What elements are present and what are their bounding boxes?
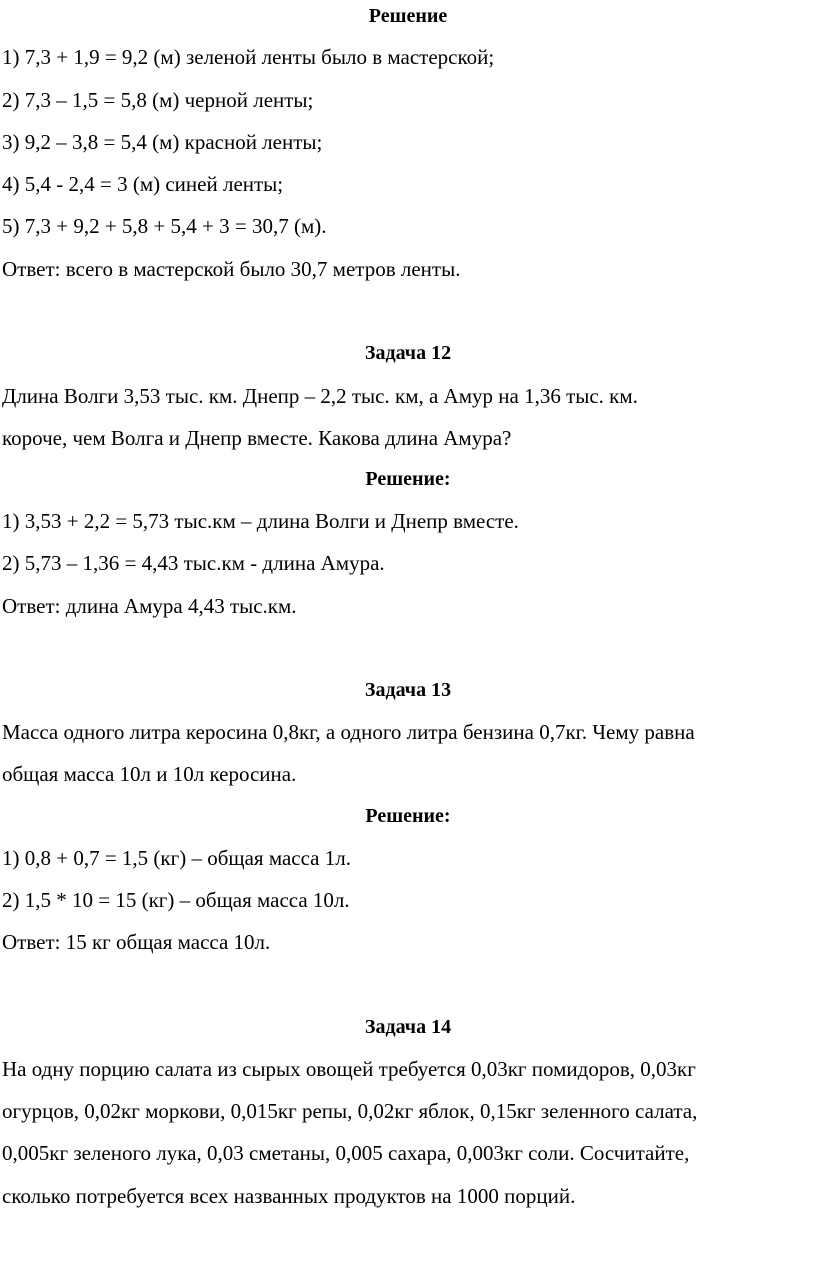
task-14-problem-line-2: огурцов, 0,02кг моркови, 0,015кг репы, 0,02кг яблок, 0,15кг зеленного салата, [2,1099,698,1123]
task-12-problem-line-1: Длина Волги 3,53 тыс. км. Днепр – 2,2 тыс. км, а Амур на 1,36 тыс. км. [2,384,638,408]
task-12-solution-heading: Решение: [365,468,451,490]
task-12-problem-line-2: короче, чем Волга и Днепр вместе. Какова длина Амура? [2,426,512,450]
task-13-solution-heading: Решение: [365,805,451,827]
task-12-title: Задача 12 [364,342,452,364]
answer-line: Ответ: всего в мастерской было 30,7 метров ленты. [2,257,461,281]
task-14-problem-line-1: На одну порцию салата из сырых овощей требуется 0,03кг помидоров, 0,03кг [2,1057,696,1081]
solution-step-5: 5) 7,3 + 9,2 + 5,8 + 5,4 + 3 = 30,7 (м). [2,214,327,238]
task-12-answer: Ответ: длина Амура 4,43 тыс.км. [2,594,297,618]
task-13-title: Задача 13 [364,679,452,701]
task-14-problem-line-3: 0,005кг зеленого лука, 0,03 сметаны, 0,005 сахара, 0,003кг соли. Сосчитайте, [2,1141,690,1165]
solution-step-1: 1) 7,3 + 1,9 = 9,2 (м) зеленой ленты было в мастерской; [2,45,495,69]
task-13-solution-step-1: 1) 0,8 + 0,7 = 1,5 (кг) – общая масса 1л. [2,846,351,870]
task-13-answer: Ответ: 15 кг общая масса 10л. [2,930,271,954]
solution-step-3: 3) 9,2 – 3,8 = 5,4 (м) красной ленты; [2,130,323,154]
task-12-solution-step-2: 2) 5,73 – 1,36 = 4,43 тыс.км - длина Амура. [2,551,385,575]
task-13-solution-step-2: 2) 1,5 * 10 = 15 (кг) – общая масса 10л. [2,888,350,912]
task-13-problem-line-1: Масса одного литра керосина 0,8кг, а одного литра бензина 0,7кг. Чему равна [2,720,695,744]
solution-heading: Решение [368,5,448,27]
solution-step-4: 4) 5,4 - 2,4 = 3 (м) синей ленты; [2,172,284,196]
solution-step-2: 2) 7,3 – 1,5 = 5,8 (м) черной ленты; [2,88,314,112]
task-14-title: Задача 14 [364,1016,452,1038]
task-14-problem-line-4: сколько потребуется всех названных продуктов на 1000 порций. [2,1184,576,1208]
task-12-solution-step-1: 1) 3,53 + 2,2 = 5,73 тыс.км – длина Волги и Днепр вместе. [2,509,519,533]
task-13-problem-line-2: общая масса 10л и 10л керосина. [2,762,297,786]
